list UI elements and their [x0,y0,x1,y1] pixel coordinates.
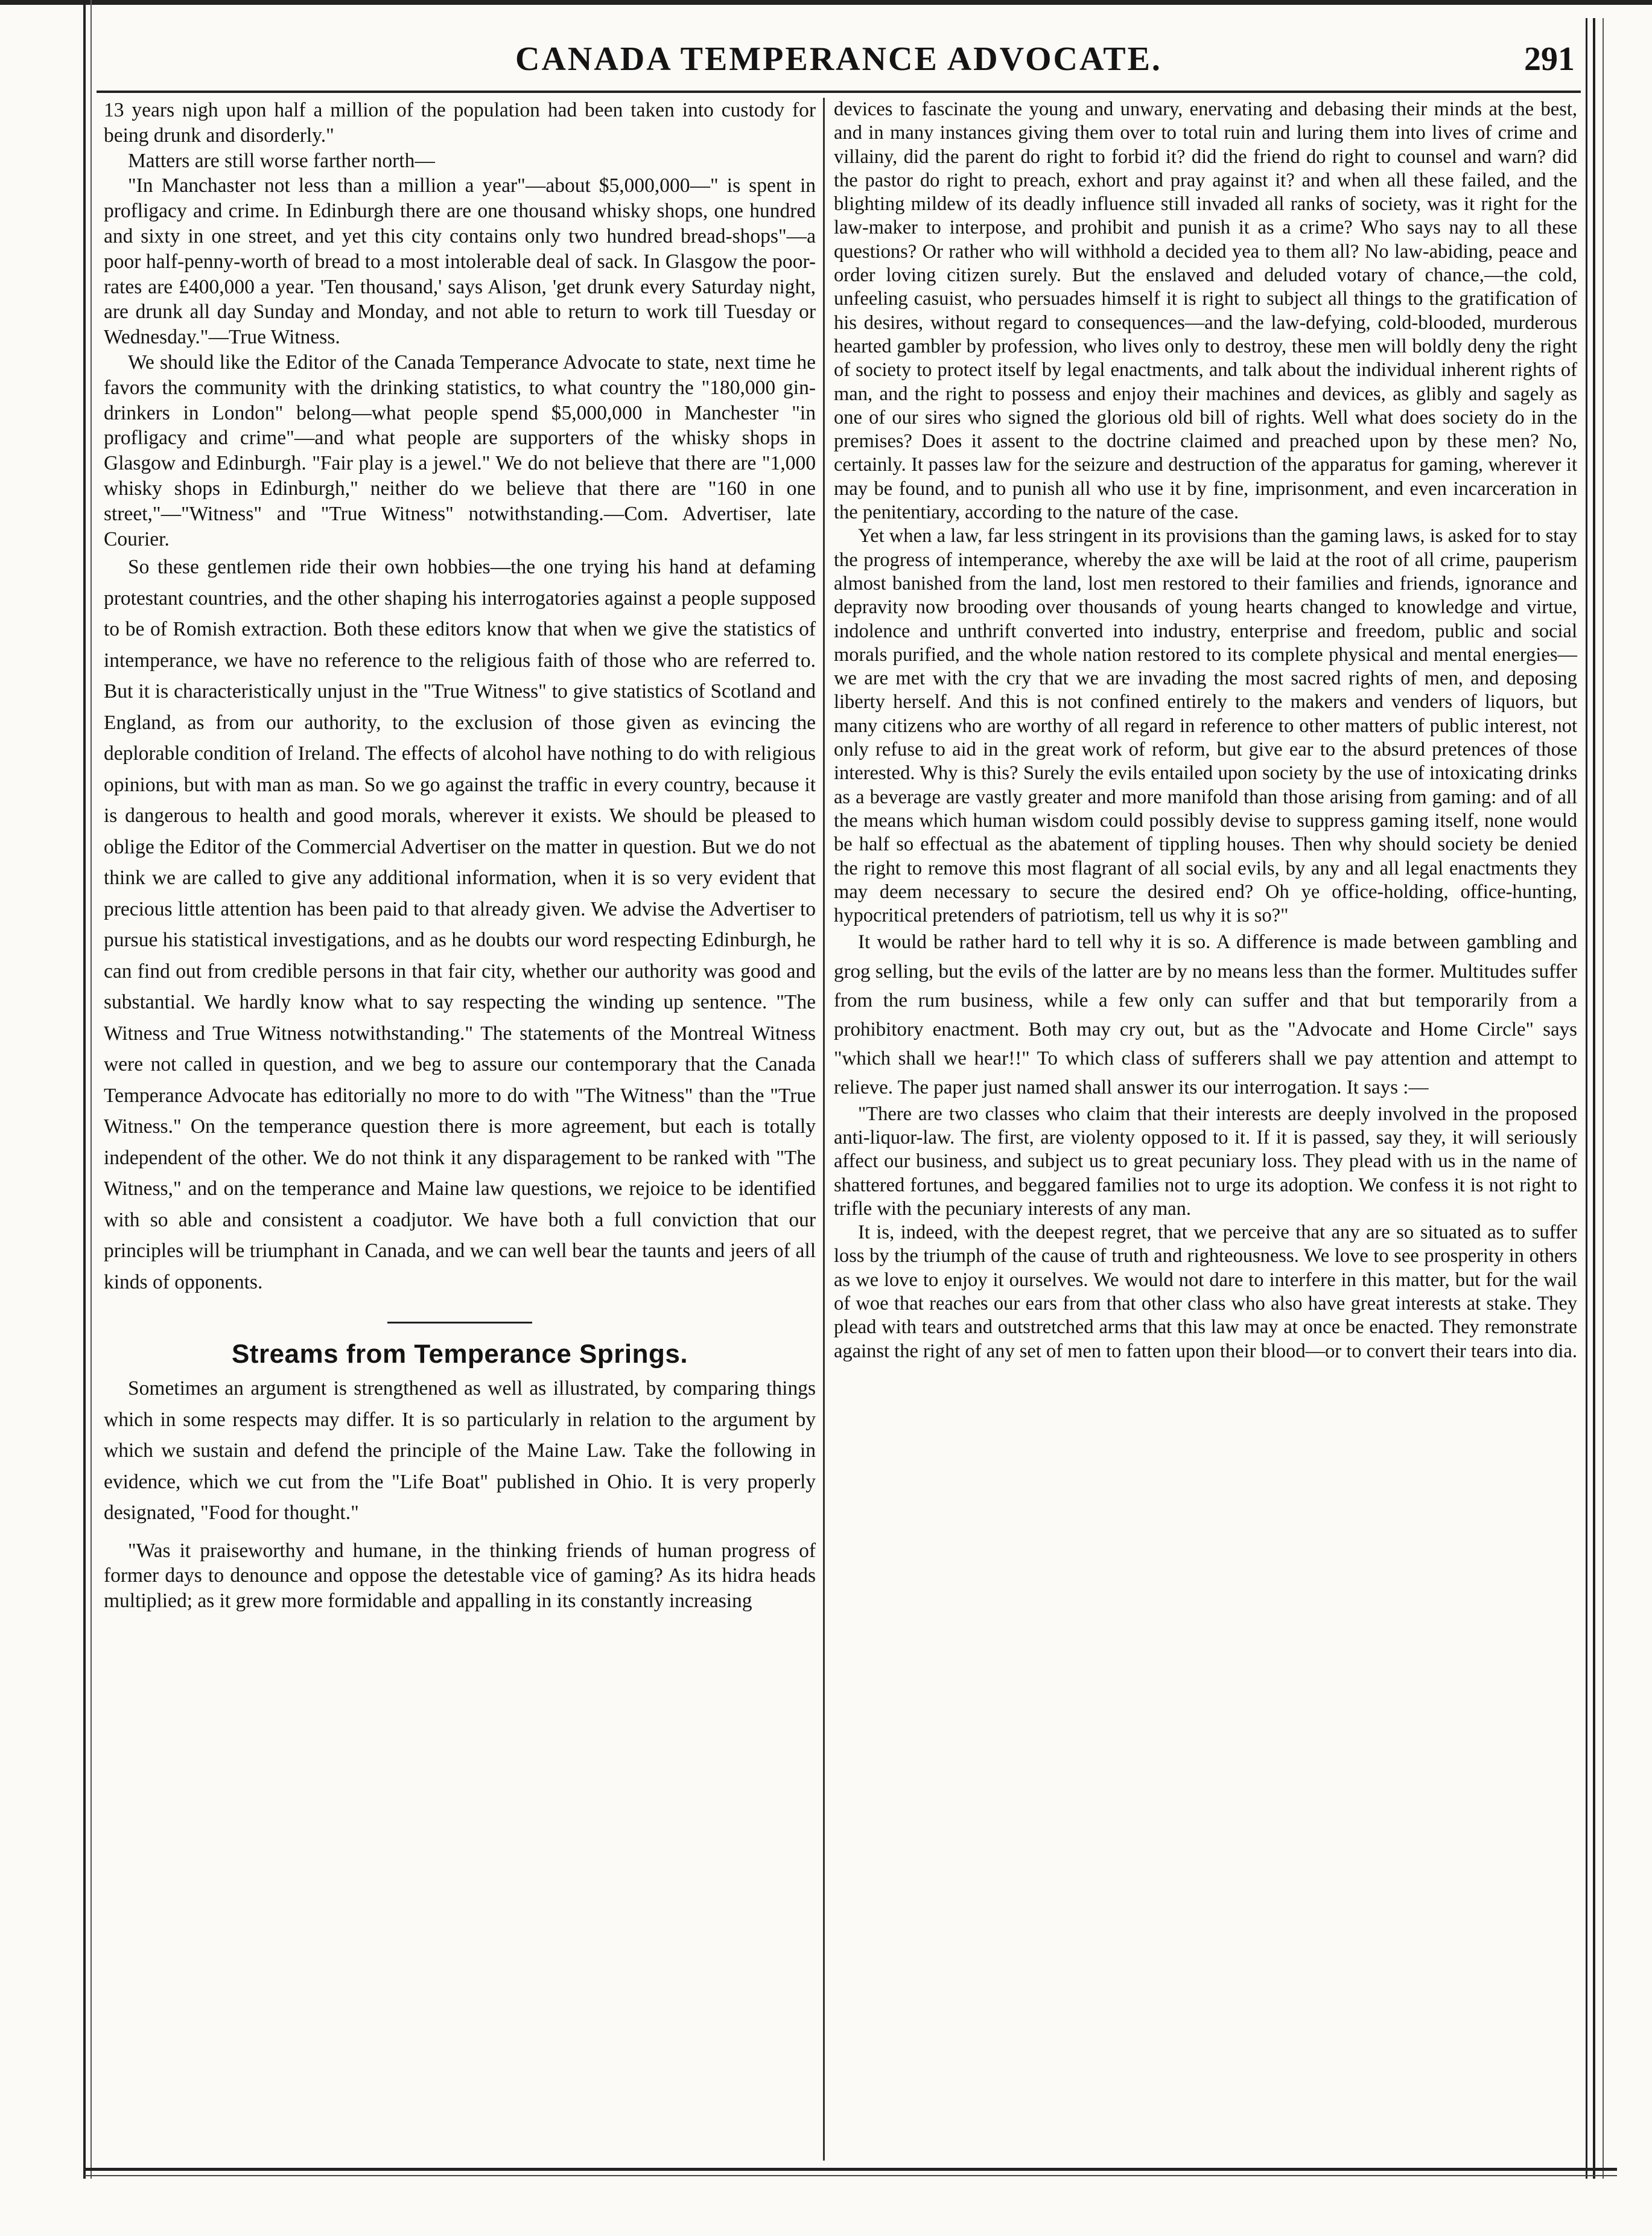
column-divider [823,98,825,2161]
paragraph: devices to fascinate the young and unwary, enervating and debasing their minds at the best, and in many instances giving them over to total ruin and luring them into lives of crime and villainy, did the parent do right to forbid it? did the friend do right to counsel and warn? did the pastor do right to preach, exhort and pray against it? and when all these failed, and the blighting mildew of its deadly influence still invaded all ranks of society, was it right for the law-maker to interpose, and prohibit and punish it as a crime? Who says nay to all these questions? Or rather who will withhold a decided yea to them all? No law-abiding, peace and order loving citizen surely. But the enslaved and deluded votary of chance,—the cold, unfeeling casuist, who persuades himself it is right to subject all things to the gratification of his desires, without regard to consequences—and the law-defying, cold-blooded, murderous hearted gambler by profession, who lives only to destroy, these men will boldly deny the right of society to protect itself by legal enactments, and talk about the individual inherent rights of man, and the right to possess and enjoy their machines and devices, as glibly and sagely as one of our sires who signed the glorious old bill of rights. Well what does society do in the premises? Does it assent to the doctrine claimed and preached upon by these men? No, certainly. It passes law for the seizure and destruction of the apparatus for gaming, wherever it may be found, and to punish all who use it by fine, imprisonment, and even incarceration in the penitentiary, according to the nature of the case. [834,98,1577,524]
left-border-inner [91,0,92,2179]
paragraph: It would be rather hard to tell why it is so. A difference is made between gambling and grog selling, but the evils of the latter are by no means less than the former. Multitudes suffer from the rum business, while a few only can suffer and that but temporarily from a prohibitory enactment. Both may cry out, but as the "Advocate and Home Circle" says "which shall we hear!!" To which class of sufferers shall we pay attention and attempt to relieve. The paper just named shall answer its our interrogation. It says :— [834,931,1577,1099]
newspaper-title: CANADA TEMPERANCE ADVOCATE. [515,40,1162,78]
right-column [834,98,1577,1363]
paragraph: "Was it praiseworthy and humane, in the thinking friends of human progress of former days to denounce and oppose the detestable vice of gaming? As its hidra heads multiplied; as it grew more formidable and appalling in its constantly increasing [104,1539,816,1613]
left-border [83,0,86,2179]
bottom-border-thin [84,2175,1617,2176]
right-border-outer [1603,18,1604,2179]
section-heading: Streams from Temperance Springs. [231,1339,688,1369]
right-border-inner [1586,18,1587,2179]
page-header [97,35,1581,89]
page-number: 291 [1524,40,1575,78]
header-rule [97,91,1581,93]
right-border [1593,18,1595,2179]
section-divider [387,1322,532,1323]
paragraph: "There are two classes who claim that their interests are deeply involved in the proposed anti-liquor-law. The first, are violenty opposed to it. If it is passed, say they, it will seriously affect our business, and subject us to great pecuniary loss. They plead with us in the name of shattered fortunes, and beggared families not to urge its adoption. We confess it is not right to trifle with the pecuniary interests of any man. [834,1103,1577,1220]
paragraph: 13 years nigh upon half a million of the population had been taken into custody for being drunk and disorderly." [104,99,816,147]
bottom-border [84,2168,1617,2171]
paragraph: So these gentlemen ride their own hobbies—the one trying his hand at defaming protestant countries, and the other shaping his interrogatories against a people supposed to be of Romish extraction. Both these editors know that when we give the statistics of intemperance, we have no reference to the religious faith of those who are referred to. But it is characteristically unjust in the "True Witness" to give statistics of Scotland and England, as from our authority, to the exclusion of those given as evincing the deplorable condition of Ireland. The effects of alcohol have nothing to do with religious opinions, but with man as man. So we go against the traffic in every country, because it is dangerous to health and good morals, wherever it exists. We should be pleased to oblige the Editor of the Commercial Advertiser on the matter in question. But we do not think we are called to give any additional information, when it is so very evident that precious little attention has been paid to that already given. We advise the Advertiser to pursue his statistical investigations, and as he doubts our word respecting Edinburgh, he can find out from credible persons in that fair city, whether our authority was good and substantial. We hardly know what to say respecting the winding up sentence. "The Witness and True Witness notwithstanding." The statements of the Montreal Witness were not called in question, and we beg to assure our contemporary that the Canada Temperance Advocate has editorially no more to do with "The Witness" than the "True Witness." On the temperance question there is more agreement, but each is totally independent of the other. We do not think it any disparagement to be ranked with "The Witness," and on the temperance and Maine law questions, we rejoice to be identified with so able and consistent a coadjutor. We have both a full conviction that our principles will be triumphant in Canada, and we can well bear the taunts and jeers of all kinds of opponents. [104,556,816,1293]
paragraph: It is, indeed, with the deepest regret, that we perceive that any are so situated as to suffer loss by the triumph of the cause of truth and righteousness. We love to see prosperity in others as we love to enjoy it ourselves. We would not dare to interfere in this matter, but for the wail of woe that reaches our ears from that other class who also have great interests at stake. They plead with tears and outstretched arms that this law may at once be enacted. They remonstrate against the right of any set of men to fatten upon their blood—or to convert their tears into dia. [834,1222,1577,1362]
top-border [0,0,1652,5]
paragraph: Matters are still worse farther north— [128,149,435,172]
paragraph: Sometimes an argument is strengthened as well as illustrated, by comparing things which in some respects may differ. It is so particularly in relation to the argument by which we sustain and defend the principle of the Maine Law. Take the following in evidence, which we cut from the "Life Boat" published in Ohio. It is very properly designated, "Food for thought." [104,1377,816,1524]
paragraph: "In Manchaster not less than a million a year"—about $5,000,000—" is spent in profligacy and crime. In Edinburgh there are one thousand whisky shops, one hundred and sixty in one street, and yet this city contains only two hundred bread-shops"—a poor half-penny-worth of bread to a most intolerable deal of sack. In Glasgow the poor-rates are £400,000 a year. 'Ten thousand,' says Alison, 'get drunk every Saturday night, are drunk all day Sunday and Monday, and not able to return to work till Tuesday or Wednesday."—True Witness. [104,174,816,349]
paragraph: Yet when a law, far less stringent in its provisions than the gaming laws, is asked for to stay the progress of intemperance, whereby the axe will be laid at the root of all crime, pauperism almost banished from the land, lost men restored to their families and friends, ignorance and depravity now brooding over thousands of young hearts changed to knowledge and virtue, indolence and unthrift converted into industry, enterprise and freedom, public and social morals purified, and the whole nation restored to its complete physical and mental energies—we are met with the cry that we are invading the most sacred rights of men, and deposing liberty herself. And this is not confined entirely to the makers and venders of liquors, but many citizens who are worthy of all regard in reference to other matters of public interest, not only refuse to aid in the great work of reform, but give ear to the absurd pretences of those interested. Why is this? Surely the evils entailed upon society by the use of intoxicating drinks as a beverage are vastly greater and more manifold than those arising from gaming: and of all the means which human wisdom could possibly devise to suppress gaming itself, none would be half so effectual as the abatement of tippling houses. Then why should society be denied the right to remove this most flagrant of all social evils, by any and all legal enactments they may deem necessary to secure the desired end? Oh ye office-holding, office-hunting, hypocritical pretenders of patriotism, tell us why it is so?" [834,525,1577,927]
paragraph: We should like the Editor of the Canada Temperance Advocate to state, next time he favors the community with the drinking statistics, to what country the "180,000 gin-drinkers in London" belong—what people spend $5,000,000 in Manchester "in profligacy and crime"—and what people are supporters of the whisky shops in Glasgow and Edinburgh. "Fair play is a jewel." We do not believe that there are "1,000 whisky shops in Edinburgh," neither do we believe that there are "160 in one street,"—"Witness" and "True Witness" notwithstanding.—Com. Advertiser, late Courier. [104,351,816,550]
left-column [104,98,816,1614]
